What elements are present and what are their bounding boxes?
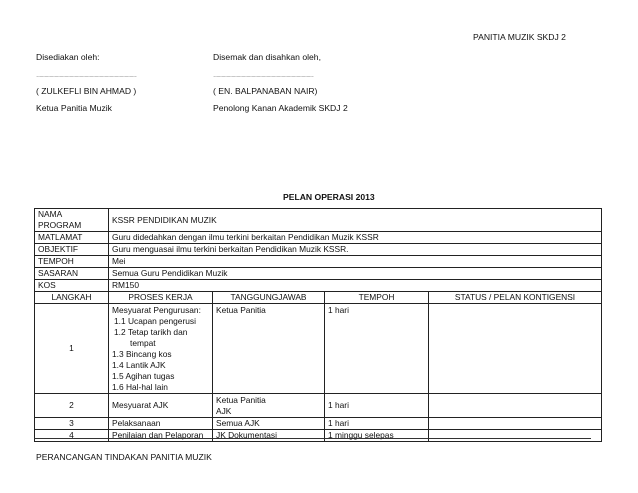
process-item: 1.6 Hal-hal lain <box>112 382 168 392</box>
responsible-cell: Ketua Panitia <box>213 304 325 394</box>
process-cell: Penilaian dan Pelaporan <box>109 430 213 442</box>
duration-cell: 1 hari <box>325 394 429 418</box>
info-value: RM150 <box>109 280 602 292</box>
process-item: 1.1 Ucapan pengerusi <box>114 316 196 326</box>
approved-by-signature-line: …………………………………………………… <box>213 73 313 79</box>
info-row <box>35 232 602 244</box>
responsible-cell <box>213 394 325 418</box>
footer-heading: PERANCANGAN TINDAKAN PANITIA MUZIK <box>36 452 212 462</box>
approved-by-position: Penolong Kanan Akademik SKDJ 2 <box>213 103 348 113</box>
info-key: MATLAMAT <box>35 232 109 244</box>
info-key: OBJEKTIF <box>35 244 109 256</box>
info-value: Semua Guru Pendidikan Muzik <box>109 268 602 280</box>
info-row <box>35 209 602 232</box>
status-cell <box>429 430 602 442</box>
process-item: 1.3 Bincang kos <box>112 349 172 359</box>
table-row <box>35 394 602 418</box>
prepared-by-position: Ketua Panitia Muzik <box>36 103 112 113</box>
info-key: KOS <box>35 280 109 292</box>
info-value: Mei <box>109 256 602 268</box>
prepared-by-name: ( ZULKEFLI BIN AHMAD ) <box>36 86 137 96</box>
prepared-by-signature-line: …………………………………………………… <box>36 73 136 79</box>
prepared-by-label: Disediakan oleh: <box>36 52 100 62</box>
step-number: 1 <box>35 304 109 394</box>
step-number: 3 <box>35 418 109 430</box>
info-key: TEMPOH <box>35 256 109 268</box>
info-value: KSSR PENDIDIKAN MUZIK <box>109 209 602 232</box>
process-cell: Pelaksanaan <box>109 418 213 430</box>
approved-by-label: Disemak dan disahkan oleh, <box>213 52 321 62</box>
status-cell <box>429 418 602 430</box>
process-cell <box>109 304 213 394</box>
responsible-cell: Semua AJK <box>213 418 325 430</box>
process-cell: Mesyuarat AJK <box>109 394 213 418</box>
info-value: Guru menguasai ilmu terkini berkaitan Pendidikan Muzik KSSR. <box>109 244 602 256</box>
column-header-step: LANGKAH <box>35 292 109 304</box>
responsible-cell: JK Dokumentasi <box>213 430 325 442</box>
duration-cell: 1 hari <box>325 418 429 430</box>
section-divider <box>34 438 591 439</box>
column-header-row <box>35 292 602 304</box>
process-title: Mesyuarat Pengurusan: <box>112 305 201 315</box>
column-header-responsible: TANGGUNGJAWAB <box>213 292 325 304</box>
operation-plan-table <box>34 208 602 442</box>
step-number: 4 <box>35 430 109 442</box>
panitia-header: PANITIA MUZIK SKDJ 2 <box>473 32 566 42</box>
info-row <box>35 280 602 292</box>
duration-cell: 1 hari <box>325 304 429 394</box>
process-item: 1.4 Lantik AJK <box>112 360 166 370</box>
table-row <box>35 304 602 394</box>
responsible-line: AJK <box>216 405 232 416</box>
process-item: 1.2 Tetap tarikh dan <box>114 327 188 337</box>
info-value: Guru didedahkan dengan ilmu terkini berkaitan Pendidikan Muzik KSSR <box>109 232 602 244</box>
table-row <box>35 430 602 442</box>
approved-by-name: ( EN. BALPANABAN NAIR) <box>213 86 318 96</box>
status-cell <box>429 394 602 418</box>
duration-cell: 1 minggu selepas <box>325 430 429 442</box>
info-row <box>35 268 602 280</box>
column-header-process: PROSES KERJA <box>109 292 213 304</box>
info-row <box>35 256 602 268</box>
info-key: NAMA PROGRAM <box>35 209 109 232</box>
document-title: PELAN OPERASI 2013 <box>283 192 375 202</box>
status-cell <box>429 304 602 394</box>
step-number: 2 <box>35 394 109 418</box>
process-item: 1.5 Agihan tugas <box>112 371 175 381</box>
info-row <box>35 244 602 256</box>
responsible-line: Ketua Panitia <box>216 394 266 405</box>
process-item: tempat <box>130 338 156 348</box>
info-key: SASARAN <box>35 268 109 280</box>
column-header-duration: TEMPOH <box>325 292 429 304</box>
table-row <box>35 418 602 430</box>
column-header-status: STATUS / PELAN KONTIGENSI <box>429 292 602 304</box>
